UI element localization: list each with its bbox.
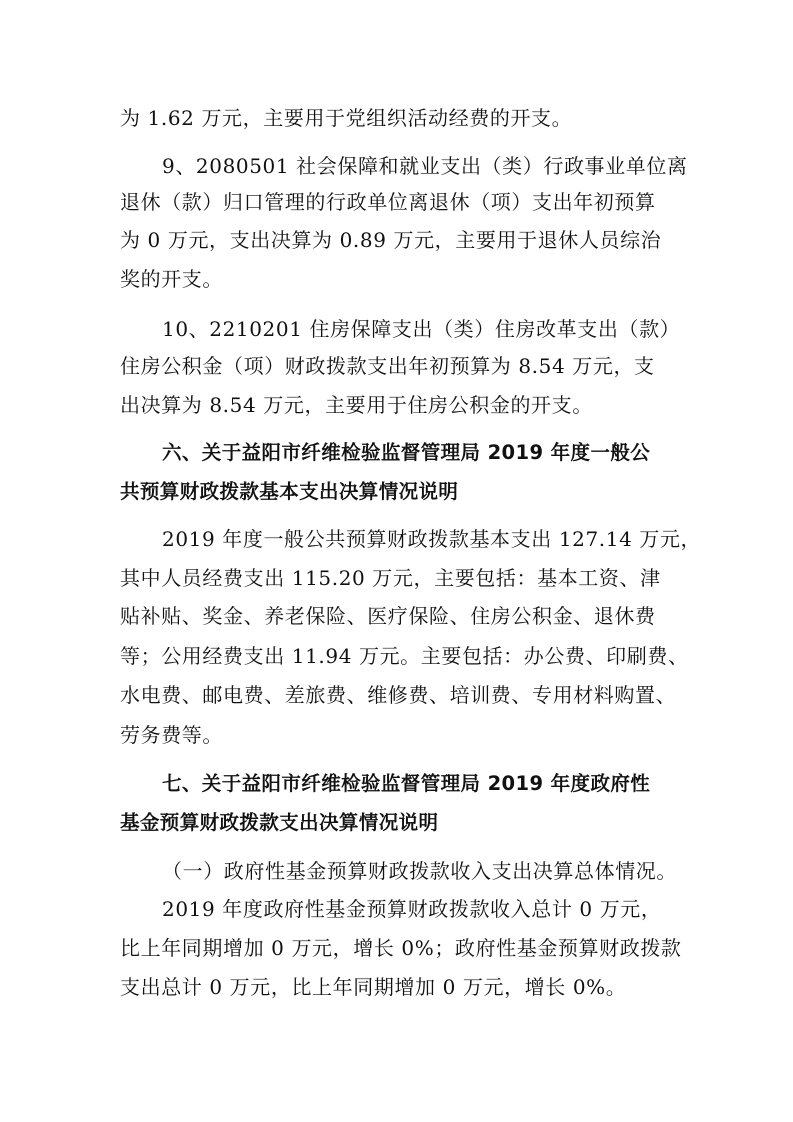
- section-heading: 共预算财政拨款基本支出决算情况说明: [120, 480, 459, 503]
- paragraph-line: 2019 年度政府性基金预算财政拨款收入总计 0 万元，: [162, 897, 662, 921]
- paragraph-line: 支出总计 0 万元，比上年同期增加 0 万元，增长 0%。: [120, 975, 627, 999]
- paragraph-line: 奖的开支。: [120, 267, 223, 291]
- section-heading: 基金预算财政拨款支出决算情况说明: [120, 811, 439, 834]
- paragraph-line: 等；公用经费支出 11.94 万元。主要包括：办公费、印刷费、: [120, 644, 689, 668]
- paragraph-line: 劳务费等。: [120, 723, 223, 747]
- paragraph-line: 其中人员经费支出 115.20 万元，主要包括：基本工资、津: [120, 566, 661, 590]
- paragraph-line: （一）政府性基金预算财政拨款收入支出决算总体情况。: [162, 859, 677, 883]
- paragraph-line: 为 0 万元，支出决算为 0.89 万元，主要用于退休人员综治: [120, 228, 662, 252]
- paragraph-line: 退休（款）归口管理的行政单位离退休（项）支出年初预算: [120, 190, 656, 214]
- paragraph-line: 出决算为 8.54 万元，主要用于住房公积金的开支。: [120, 393, 593, 417]
- section-heading: 六、关于益阳市纤维检验监督管理局 2019 年度一般公: [162, 441, 651, 464]
- paragraph-line: 9、2080501 社会保障和就业支出（类）行政事业单位离: [162, 154, 688, 178]
- paragraph-line: 水电费、邮电费、差旅费、维修费、培训费、专用材料购置、: [120, 683, 677, 707]
- paragraph-line: 为 1.62 万元，主要用于党组织活动经费的开支。: [120, 106, 573, 130]
- paragraph-line: 住房公积金（项）财政拨款支出年初预算为 8.54 万元，支: [120, 354, 655, 378]
- paragraph-line: 比上年同期增加 0 万元，增长 0%；政府性基金预算财政拨款: [120, 936, 682, 960]
- paragraph-line: 2019 年度一般公共预算财政拨款基本支出 127.14 万元，: [162, 527, 702, 551]
- paragraph-line: 10、2210201 住房保障支出（类）住房改革支出（款）: [162, 317, 681, 341]
- paragraph-line: 贴补贴、奖金、养老保险、医疗保险、住房公积金、退休费: [120, 604, 656, 628]
- section-heading: 七、关于益阳市纤维检验监督管理局 2019 年度政府性: [162, 772, 651, 795]
